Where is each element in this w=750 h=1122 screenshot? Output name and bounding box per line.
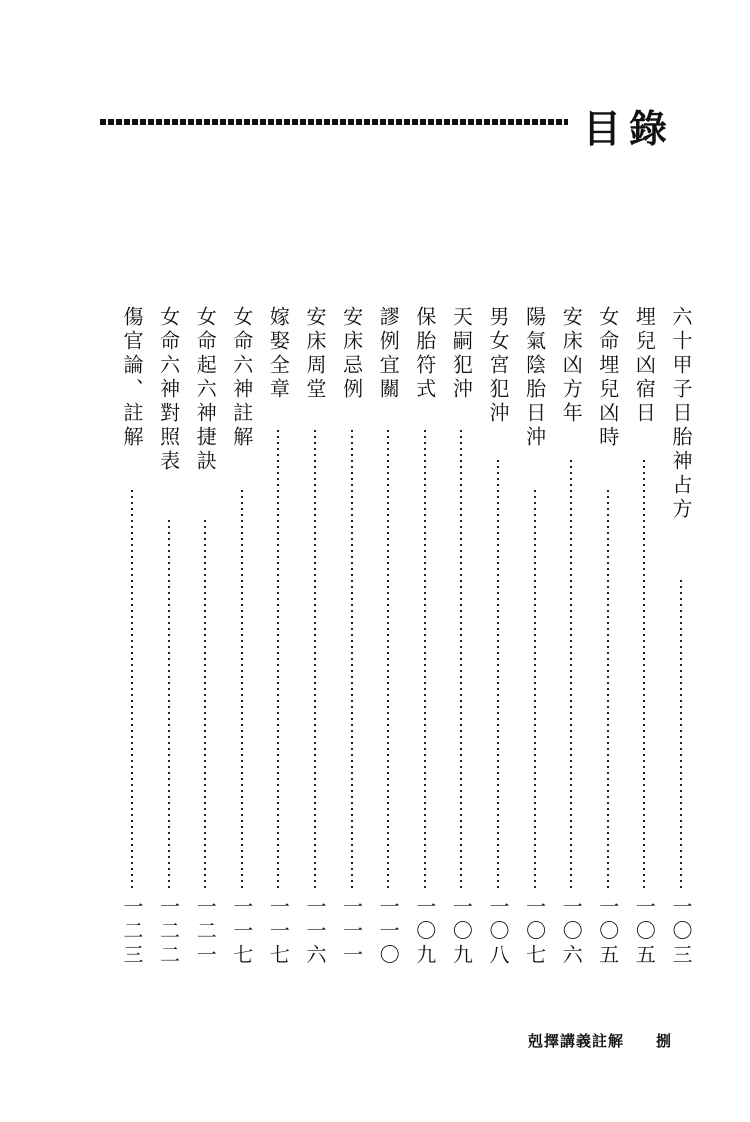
toc-dot-leader bbox=[607, 490, 609, 888]
toc-dot-leader bbox=[643, 460, 645, 888]
toc-dot-leader bbox=[351, 430, 353, 888]
toc-entry bbox=[412, 306, 438, 976]
toc-entry-page: 一〇五 bbox=[632, 896, 657, 968]
toc-dot-leader bbox=[424, 430, 426, 888]
toc-entry-title: 安床凶方年 bbox=[559, 306, 584, 426]
title-rule bbox=[100, 119, 568, 125]
toc-entry bbox=[631, 306, 657, 976]
toc-entry-title: 女命六神對照表 bbox=[156, 306, 181, 474]
toc-dot-leader bbox=[387, 430, 389, 888]
toc-entry-title: 女命起六神捷訣 bbox=[193, 306, 218, 474]
footer-page-number: 捌 bbox=[656, 1032, 672, 1050]
toc-entry-title: 女命六神註解 bbox=[229, 306, 254, 450]
toc-dot-leader bbox=[680, 580, 682, 888]
toc-entry-page: 一〇七 bbox=[522, 896, 547, 968]
toc-entry-title: 陽氣陰胎日沖 bbox=[522, 306, 547, 450]
footer-book-title: 剋擇講義註解 bbox=[528, 1032, 625, 1050]
toc-entry-title: 女命埋兒凶時 bbox=[595, 306, 620, 450]
toc-dot-leader bbox=[460, 430, 462, 888]
toc-entry bbox=[156, 306, 182, 976]
toc-entry-page: 一〇六 bbox=[559, 896, 584, 968]
toc-entry-page: 一〇九 bbox=[449, 896, 474, 968]
toc-dot-leader bbox=[204, 520, 206, 888]
toc-entry-title: 傷官論、註解 bbox=[120, 306, 144, 450]
toc-entry-title: 安床忌例 bbox=[339, 306, 364, 402]
toc-entry bbox=[229, 306, 255, 976]
toc-entry-page: 一二一 bbox=[193, 896, 218, 968]
toc-entry-title: 保胎符式 bbox=[412, 306, 437, 402]
toc-entry-title: 安床周堂 bbox=[303, 306, 327, 402]
toc-entry-page: 一〇八 bbox=[486, 896, 510, 968]
toc-dot-leader bbox=[168, 520, 170, 888]
toc-entry-page: 一一七 bbox=[229, 896, 254, 968]
toc-entry bbox=[558, 306, 584, 976]
toc-entry-title: 埋兒凶宿日 bbox=[632, 306, 657, 426]
toc-entry-page: 一二二 bbox=[156, 896, 181, 968]
toc-dot-leader bbox=[570, 460, 572, 888]
toc-dot-leader bbox=[534, 490, 536, 888]
toc-dot-leader bbox=[241, 490, 243, 888]
toc-entry-title: 嫁娶全章 bbox=[266, 306, 291, 402]
toc-entry-page: 一〇九 bbox=[412, 896, 437, 968]
toc-entry-page: 一〇五 bbox=[595, 896, 620, 968]
toc-entry-page: 一二三 bbox=[120, 896, 144, 968]
toc-entry-page: 一〇三 bbox=[669, 896, 693, 968]
toc-entry bbox=[192, 306, 218, 976]
toc-entry bbox=[339, 306, 365, 976]
toc-entry bbox=[668, 306, 694, 976]
toc-entry bbox=[595, 306, 621, 976]
toc-entry bbox=[265, 306, 291, 976]
toc-entry-page: 一一七 bbox=[266, 896, 291, 968]
toc-entry-page: 一一六 bbox=[303, 896, 327, 968]
toc-dot-leader bbox=[314, 430, 316, 888]
table-of-contents bbox=[92, 306, 692, 976]
toc-entry bbox=[119, 306, 145, 976]
toc-dot-leader bbox=[497, 460, 499, 888]
toc-dot-leader bbox=[277, 430, 279, 888]
toc-entry bbox=[485, 306, 511, 976]
toc-entry-title: 謬例宜關 bbox=[376, 306, 401, 402]
toc-entry bbox=[302, 306, 328, 976]
toc-entry-title: 六十甲子日胎神占方 bbox=[669, 306, 693, 522]
toc-entry bbox=[448, 306, 474, 976]
toc-entry bbox=[375, 306, 401, 976]
page-title: 目錄 bbox=[583, 107, 676, 151]
toc-entry-page: 一一〇 bbox=[376, 896, 401, 968]
toc-entry-page: 一一一 bbox=[339, 896, 364, 968]
toc-dot-leader bbox=[131, 490, 133, 888]
toc-entry-title: 天嗣犯沖 bbox=[449, 306, 474, 402]
toc-entry bbox=[522, 306, 548, 976]
toc-entry-title: 男女宮犯沖 bbox=[486, 306, 510, 426]
